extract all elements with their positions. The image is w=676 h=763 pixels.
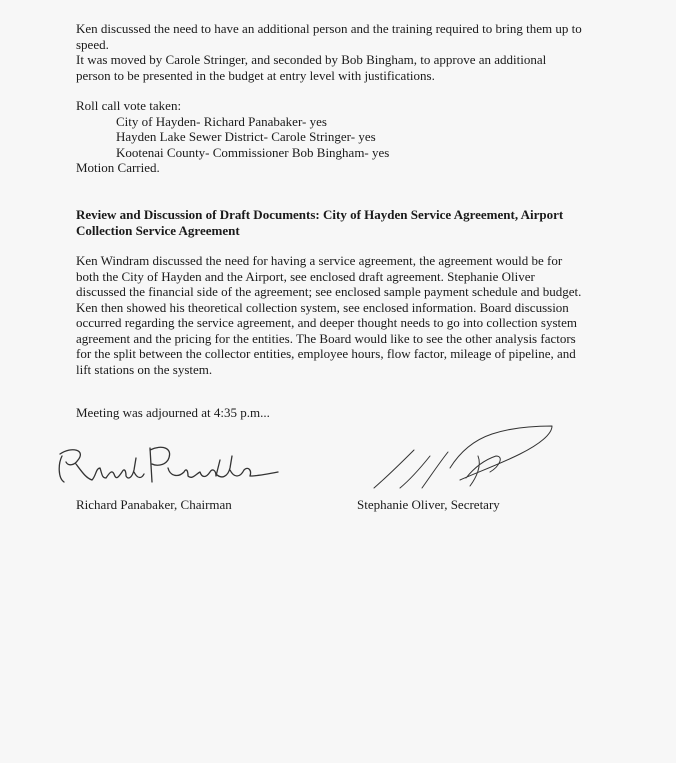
text-line: Ken Windram discussed the need for having a service agreement, the agreement would be for [76, 253, 563, 268]
vote-line: Hayden Lake Sewer District- Carole Stringer- yes [116, 129, 376, 144]
heading-line: Collection Service Agreement [76, 222, 240, 238]
vote-line: City of Hayden- Richard Panabaker- yes [116, 113, 327, 129]
text-line: occurred regarding the service agreement, and deeper thought needs to go into collection system [76, 315, 578, 330]
chairman-name: Richard Panabaker, Chairman [76, 497, 232, 512]
text-line: Ken then showed his theoretical collection system, see enclosed information. Board discussion [76, 299, 569, 315]
text-line: both the City of Hayden and the Airport, see enclosed draft agreement. Stephanie Oliver [76, 268, 535, 284]
roll-call-intro: Roll call vote taken: [76, 98, 182, 113]
text-line: agreement and the pricing for the entities. The Board would like to see the other analysis factors [76, 330, 576, 346]
roll-call-section [76, 98, 606, 176]
text-line: discussed the financial side of the agreement; see enclosed sample payment schedule and budget. [76, 284, 582, 299]
section-heading [76, 207, 606, 238]
text-line: speed. [76, 36, 109, 52]
text-line: person to be presented in the budget at entry level with justifications. [76, 67, 435, 83]
text-line: for the split between the collector entities, employee hours, flow factor, mileage of pipeline, and [76, 346, 576, 361]
heading-line: Review and Discussion of Draft Documents: City of Hayden Service Agreement, Airport [76, 207, 564, 222]
motion-result: Motion Carried. [76, 160, 160, 175]
text-line: It was moved by Carole Stringer, and seconded by Bob Bingham, to approve an additional [76, 52, 547, 67]
adjourn-note [76, 405, 606, 421]
motion-paragraph [76, 21, 606, 83]
vote-line: Kootenai County- Commissioner Bob Bingham- yes [116, 144, 390, 160]
secretary-name: Stephanie Oliver, Secretary [357, 497, 500, 512]
text-line: lift stations on the system. [76, 361, 213, 377]
secretary-signature [370, 422, 560, 499]
adjourn-text: Meeting was adjourned at 4:35 p.m... [76, 405, 270, 420]
chairman-signature [52, 438, 287, 495]
text-line: Ken discussed the need to have an additional person and the training required to bring them up to [76, 21, 582, 36]
discussion-paragraph [76, 253, 606, 377]
